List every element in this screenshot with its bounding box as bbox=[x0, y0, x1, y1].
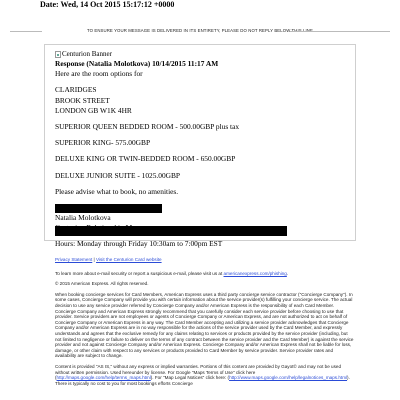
broken-image-icon bbox=[55, 51, 61, 58]
footer-links bbox=[55, 257, 355, 263]
room-option: DELUXE KING OR TWIN-BEDDED ROOM - 650.00GBP bbox=[55, 154, 236, 164]
room-option: SUPERIOR QUEEN BEDDED ROOM - 500.00GBP plus tax bbox=[55, 122, 240, 132]
redaction-bar bbox=[55, 204, 162, 213]
redaction-bar bbox=[55, 226, 287, 236]
maps-notice: Content is provided "AS IS," without any express or implied warranties. Portions of this content are provided by Gayot© and may not be used without written permission. Used hereunder by license. For Google "Maps Terms of Use" click here (http://maps.google.com/help/terms_maps.html). For "Map Legal Notices" click here: (http://www.maps.google.com/help/legalnotices_maps.html). There is typically no cost to you for most bookings efforts Concierge bbox=[55, 363, 350, 386]
link-separator: | bbox=[92, 257, 97, 262]
office-hours: Hours: Monday through Friday 10:30am to 7:00pm EST bbox=[55, 239, 223, 248]
room-option: SUPERIOR KING- 575.00GBP bbox=[55, 138, 151, 148]
reply-notice: TO ENSURE YOUR MESSAGE IS DELIVERED IN ITS ENTIRETY, PLEASE DO NOT REPLY BELOW THIS LINE bbox=[86, 28, 313, 33]
phishing-notice: To learn more about e-mail security or report a suspicious e-mail, please visit us at americanexpress.com/phishing. bbox=[55, 270, 289, 276]
legal-disclaimer: When booking concierge services for Card Members, American Express uses a third party concierge service contractor ("Concierge Company"). In some cases, Concierge Company will provide you with certain information about the service provider(s) fulfilling your concierge service. The actual decision to use any service provider referred by Concierge Company and/or American Express is the responsibility of each Card Member. Concierge Company and American Express strongly recommend that you carefully consider each service provider before choosing to use that provider. Service providers are not employees or agents of Concierge Company or American Express, and are not authorized to act on behalf of Concierge Company or American Express in any way. The Card Member accepting and utilizing a service provider acknowledges that Concierge Company and/or American Express are in no way responsible for the actions of the service provider used by the Card Member, and expressly understands and agrees that the exclusive remedy for any claims relating to services or products provided by the service provider (including, but not limited to negligence or failure to deliver on the terms of any contract between the service provider and the Card Member) is against the service provider and not against Concierge Company and/or American Express. Concierge Company and/or American Express shall not be liable for loss, damage, or other claim with respect to any services or products provided to Card Member by service provider. Service provider rates and availability are subject to change. bbox=[55, 291, 354, 359]
hotel-street: BROOK STREET bbox=[55, 95, 110, 105]
date-line bbox=[40, 0, 174, 9]
closing-request: Please advise what to book, no amenities. bbox=[55, 186, 179, 196]
divider-right bbox=[290, 31, 390, 32]
centurion-website-link[interactable]: Visit the Centurion Card website bbox=[96, 257, 162, 262]
phishing-link[interactable]: americanexpress.com/phishing bbox=[223, 270, 287, 276]
date-label: Date: bbox=[40, 0, 59, 9]
date-value: Wed, 14 Oct 2015 15:17:12 +0000 bbox=[60, 0, 175, 9]
banner-alt-text: Centurion Banner bbox=[62, 50, 112, 58]
maps-legal-link[interactable]: http://www.maps.google.com/help/legalnotices_maps.html bbox=[229, 375, 348, 381]
privacy-statement-link[interactable]: Privacy Statement bbox=[55, 257, 93, 262]
hotel-city: LONDON GB W1K 4HR bbox=[55, 105, 132, 115]
response-line: Response (Natalia Molotkova) 10/14/2015 11:17 AM bbox=[55, 59, 219, 68]
maps-terms-link[interactable]: http://maps.google.com/help/terms_maps.html bbox=[56, 375, 151, 381]
footer bbox=[55, 253, 355, 391]
copyright: © 2015 American Express. All rights reserved. bbox=[55, 281, 149, 287]
room-option: DELUXE JUNIOR SUITE - 1025.00GBP bbox=[55, 170, 181, 180]
sender-name: Natalia Molotkova bbox=[55, 213, 111, 223]
centurion-banner bbox=[55, 50, 112, 58]
intro-text: Here are the room options for bbox=[55, 69, 143, 79]
hotel-name: CLARIDGES bbox=[55, 85, 97, 95]
